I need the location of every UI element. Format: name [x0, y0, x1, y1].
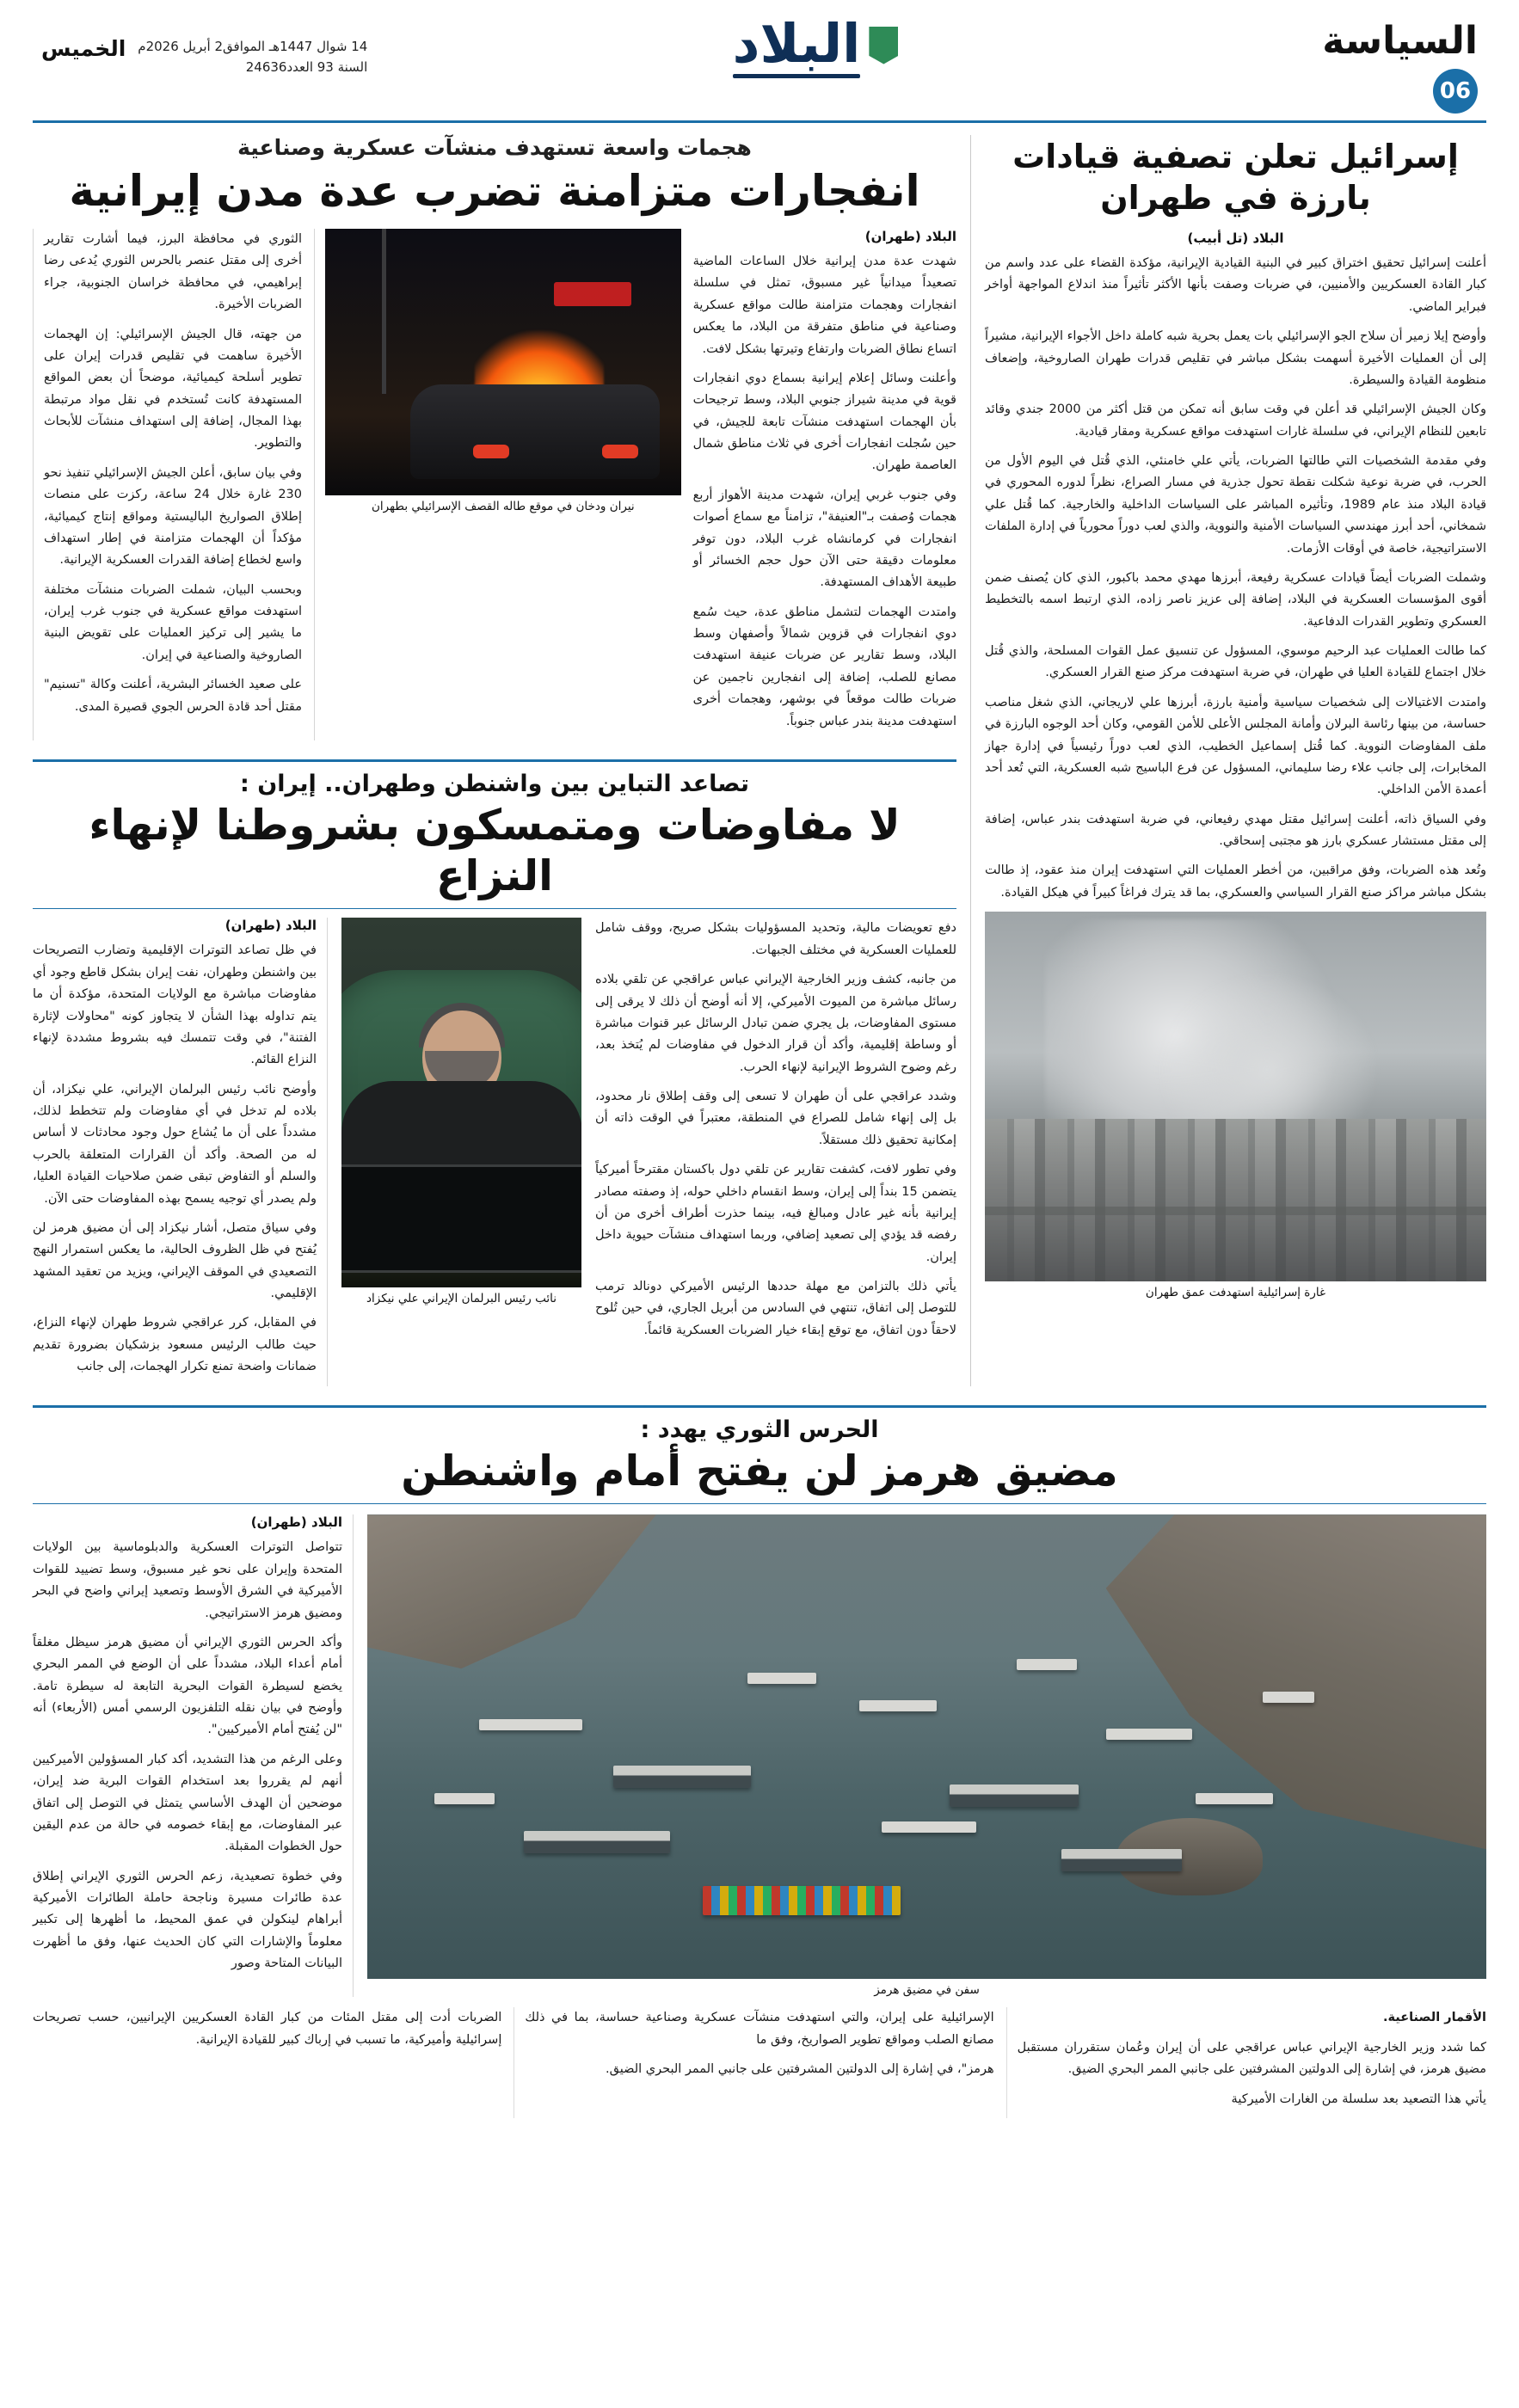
paragraph: كما طالت العمليات عبد الرحيم موسوي، المسؤول عن تنسيق عمل القوات المسلحة، والذي قُتل خلال اجتماع للقيادة العليا في طهران، في ضربة استهدفت مركز صنع القرار العسكري.	[985, 644, 1486, 680]
top-section	[33, 135, 1486, 1386]
paragraph: وبحسب البيان، شملت الضربات منشآت مختلفة استهدفت مواقع عسكرية في جنوب غرب إيران، ما يشير إلى تركيز العمليات على تقويض البنية الصاروخية والصناعية في إيران.	[44, 582, 302, 662]
bottom-photo-figure	[367, 1514, 1486, 1997]
paragraph: وأكد الحرس الثوري الإيراني أن مضيق هرمز سيظل مغلقاً أمام أعداء البلاد، مشدداً على أن الوضع في الممر البحري يخضع لسيطرة القوات البحرية التابعة له سيطرة تامة. وأوضح في بيان نقله التلفزيون الرسمي أمس (الأربعاء) أنه "لن يُفتح أمام الأميركيين".	[33, 1635, 342, 1737]
page-number-badge: 06	[1433, 69, 1478, 114]
bottom-byline: البلاد (طهران)	[250, 1514, 342, 1531]
paragraph: وتُعد هذه الضربات، وفق مراقبين، من أخطر العمليات التي استهدفت إيران منذ عقود، إذ طالت بشكل مباشر مراكز صنع القرار السياسي والعسكري، بما قد يترك فراغاً كبيراً في هيكل القيادة.	[985, 863, 1486, 900]
paragraph: تتواصل التوترات العسكرية والدبلوماسية بين الولايات المتحدة وإيران على نحو غير مسبوق، وسط تضييد للقوات الأميركية في الشرق الأوسط وتصعيد إيراني واضح في البحر ومضيق هرمز الاستراتيجي.	[33, 1540, 342, 1620]
paragraph: وكان الجيش الإسرائيلي قد أعلن في وقت سابق أنه تمكن من قتل أكثر من 2000 جندي وقائد تابعين للنظام الإيراني، في سلسلة غارات استهدفت مواقع عسكرية ومقار قيادية.	[985, 402, 1486, 439]
main-col-left	[33, 229, 302, 740]
photo-caption: غارة إسرائيلية استهدفت عمق طهران	[1145, 1286, 1326, 1300]
main-photo-figure	[325, 229, 681, 513]
banner-col-left	[595, 918, 956, 1385]
paragraph: في المقابل، كرر عراقجي شروط طهران لإنهاء النزاع، حيث طالب الرئيس مسعود بزشكيان بضرورة تقديم ضمانات واضحة تمنع تكرار الهجمات، إلى جانب	[33, 1316, 317, 1374]
banner-photo-figure	[341, 918, 581, 1385]
subhead: الأقمار الصناعية.	[1382, 2011, 1486, 2025]
paragraph: من جهته، قال الجيش الإسرائيلي: إن الهجمات الأخيرة ساهمت في تقليص قدرات إيران على تطوير أسلحة كيميائية، موضحاً أن بعض المواقع المستهدفة كانت تُستخدم في نقل مواد مرتبطة بهذا المجال، إضافة إلى استهداف منشآت للأبحاث والتطوير.	[44, 327, 302, 451]
masthead-logo	[411, 12, 1220, 78]
masthead-dateblock	[41, 15, 411, 77]
photo-street-fire	[325, 229, 681, 495]
photo-strait-of-hormuz	[367, 1514, 1486, 1979]
main-article	[33, 135, 970, 1386]
banner-col-right	[33, 918, 328, 1385]
masthead	[33, 0, 1486, 123]
paragraph: من جانبه، كشف وزير الخارجية الإيراني عباس عراقجي عن تلقي بلاده رسائل مباشرة من الميوت الأميركي، إلا أنه أوضح أن ذلك لا يرقى إلى مستوى المفاوضات، بل يجري ضمن تبادل الرسائل عبر قنوات مباشرة أو وساطة إقليمية، وأكد أن قرار الدخول في مفاوضات لم يُتخذ بعد، رغم وضوح الشروط الإيرانية لإنهاء الحرب.	[595, 973, 956, 1074]
paragraph: في ظل تصاعد التوترات الإقليمية وتضارب التصريحات بين واشنطن وطهران، نفت إيران بشكل قاطع وجود أي مفاوضات مباشرة مع الولايات المتحدة، مؤكدة أن ما يتم تداوله بهذا الشأن لا يتجاوز كونه "محاولات لإثارة الفتنة"، في وقت تتمسك فيه بشروط مشددة لإنهاء النزاع القائم.	[33, 943, 317, 1067]
feature-headline: إسرائيل تعلن تصفية قيادات بارزة في طهران	[1012, 138, 1459, 217]
main-kicker: هجمات واسعة تستهدف منشآت عسكرية وصناعية	[237, 135, 752, 160]
paragraph: الثوري في محافظة البرز، فيما أشارت تقارير أخرى إلى مقتل عنصر بالحرس الثوري يُدعى رضا إبراهيمي، في محافظة خراسان الجنوبية، جراء الضربات الأخيرة.	[44, 232, 302, 312]
bottom-footer-col-3	[33, 2007, 501, 2118]
banner-negotiations	[33, 759, 956, 910]
paragraph: يأتي ذلك بالتزامن مع مهلة حددها الرئيس الأميركي دونالد ترمب للتوصل إلى اتفاق، تنتهي في السادس من أبريل الجاري، في حين تُلوح لاحقاً دون اتفاق، مع توقع إبقاء خيار الضربات العسكرية قائماً.	[595, 1280, 956, 1337]
paragraph: هرمز"، في إشارة إلى الدولتين المشرفتين على جانبي الممر البحري الضيق.	[606, 2062, 994, 2077]
paragraph: وفي تطور لافت، كشفت تقارير عن تلقي دول باكستان مقترحاً أميركياً يتضمن 15 بنداً إلى إيران، وسط انقسام داخلي حوله، إذ وصفته مصادر إيرانية بأنه غير عادل ومبالغ فيه، بينما حذرت أطراف أخرى من أن رفضه قد يؤدي إلى تصعيد إضافي، وربما استهداف منشآت حيوية داخل إيران.	[595, 1163, 957, 1264]
paragraph: وفي مقدمة الشخصيات التي طالتها الضربات، يأتي علي خامنئي، الذي قُتل في اليوم الأول من الحرب، في ضربة نوعية شكلت نقطة تحول جذرية في مسار الصراع، نظراً لدوره المحوري في قيادة البلاد منذ عام 1989، وتأثيره المباشر على السياسات الداخلية والخارجية. كما قُتل علي شمخاني، أحد أبرز مهندسي السياسات الأمنية والنووية، والذي لعب دوراً محورياً في إدارة الملفات الاستراتيجية، خاصة في أوقات الأزمات.	[985, 454, 1487, 556]
photo-caption: سفن في مضيق هرمز	[874, 1983, 980, 1998]
paragraph: وشدد عراقجي على أن طهران لا تسعى إلى وقف إطلاق نار محدود، بل إلى إنهاء شامل للصراع في المنطقة، معتبراً في الوقت ذاته أن إمكانية تحقيق ذلك مستقلاً.	[595, 1090, 956, 1147]
paragraph: وفي جنوب غربي إيران، شهدت مدينة الأهواز أربع هجمات وُصفت بـ"العنيفة"، تزامناً مع سماع أصوات انفجارات في كرمانشاه غرب البلاد، دون توفر معلومات دقيقة حتى الآن حول حجم الخسائر أو طبيعة الأهداف المستهدفة.	[692, 488, 956, 590]
main-headline: انفجارات متزامنة تضرب عدة مدن إيرانية	[69, 166, 920, 216]
bottom-footer-col-2	[514, 2007, 993, 2118]
masthead-section	[1220, 15, 1478, 114]
paragraph: وفي خطوة تصعيدية، زعم الحرس الثوري الإيراني إطلاق عدة طائرات مسيرة وناجحة حاملة الطائرات الأميركية أبراهام لينكولن في عمق المحيط، ما أظهرها إلى تكبير معلوماً والإشارات التي كان الحديث عنها، وفق ما أظهرت البيانات المتاحة وصور	[33, 1869, 342, 1971]
photo-caption: نيران ودخان في موقع طاله القصف الإسرائيلي بطهران	[371, 500, 635, 513]
banner-hormuz	[33, 1405, 1486, 1505]
banner-body	[33, 918, 956, 1385]
main-byline: البلاد (طهران)	[864, 229, 956, 244]
paragraph: يأتي هذا التصعيد بعد سلسلة من الغارات الأميركية	[1231, 2092, 1486, 2106]
paragraph: الضربات أدت إلى مقتل المئات من كبار القادة العسكريين الإيرانيين، حسب تصريحات إسرائيلية وأميركية، ما تسبب في إرباك كبير للقيادة الإيرانية.	[33, 2011, 502, 2047]
logo-text: البلاد	[733, 17, 861, 78]
main-columns	[33, 229, 956, 740]
feature-dateline: البلاد (تل أبيب)	[1187, 230, 1284, 246]
main-col-center	[314, 229, 681, 740]
paragraph: وأعلنت وسائل إعلام إيرانية بسماع دوي انفجارات قوية في مدينة شيراز جنوبي البلاد، وسط ترجيحات بأن الهجمات استهدفت منشآت تابعة للجيش، في حين سُجلت انفجارات أخرى في ثلاث مناطق شمال العاصمة طهران.	[692, 371, 956, 473]
paragraph: دفع تعويضات مالية، وتحديد المسؤوليات بشكل صريح، ووقف شامل للعمليات العسكرية في مختلف الجبهات.	[595, 921, 956, 957]
page-title: السياسة	[1322, 19, 1478, 63]
banner-headline: لا مفاوضات ومتمسكون بشروطنا لإنهاء النزاع	[89, 800, 901, 900]
paragraph: الإسرائيلية على إيران، والتي استهدفت منشآت عسكرية وصناعية حساسة، بما في ذلك مصانع الصلب ومواقع تطوير الصواريخ، وفق ما	[525, 2011, 994, 2047]
bottom-footer-columns	[33, 2007, 1486, 2118]
photo-caption: نائب رئيس البرلمان الإيراني علي نيكزاد	[366, 1292, 557, 1306]
paragraph: وأوضح نائب رئيس البرلمان الإيراني، علي نيكزاد، أن بلاده لم تدخل في أي مفاوضات ولم تتخطط لذلك، مشدداً على أن ما يُشاع حول وجود محادثات لا أساس له من الصحة. وأكد أن القرارات المتعلقة بالحرب والسلم أو التفاوض تبقى ضمن صلاحيات القيادة العليا، ولم يصدر أي توجيه يسمح بهذه المفاوضات حتى الآن.	[33, 1082, 317, 1206]
paragraph: وعلى الرغم من هذا التشديد، أكد كبار المسؤولين الأميركيين أنهم لم يقرروا بعد استخدام القوات البرية ضد إيران، موضحين أن الهدف الأساسي يتمثل في التوصل إلى اتفاق عبر المفاوضات، مع إبقاء خصومه في حالة من عدم اليقين حول الخطوات المقبلة.	[33, 1752, 342, 1854]
photo-parliament-official	[341, 918, 581, 1287]
feature-photo-figure	[985, 912, 1486, 1299]
paragraph: كما شدد وزير الخارجية الإيراني عباس عراقجي على أن إيران وعُمان ستقرران مستقبل مضيق هرمز، في إشارة إلى الدولتين المشرفتين على جانبي الممر البحري الضيق.	[1017, 2040, 1486, 2077]
paragraph: وامتدت الهجمات لتشمل مناطق عدة، حيث سُمع دوي انفجارات في قزوين شمالاً وأصفهان وسط البلاد، وسط تقارير عن ضربات عنيفة استهدفت مصانع للصلب، إضافة إلى انفجارين ناجمين عن ضربات طالت موقعاً في بوشهر، وهجمات أخرى استهدفت مدينة بندر عباس جنوباً.	[692, 605, 956, 728]
date-line: 14 شوال 1447هـ الموافق2 أبريل 2026م	[138, 39, 368, 54]
paragraph: وشملت الضربات أيضاً قيادات عسكرية رفيعة، أبرزها مهدي محمد باكبور، الذي كان يُصنف ضمن أقوى المؤسسات العسكرية في البلاد، إضافة إلى عزيز ناصر زاده، الذي ارتبط اسمه بالتخطيط العسكري وتطوير القدرات الدفاعية.	[985, 570, 1486, 629]
main-col-right	[693, 229, 956, 740]
paragraph: شهدت عدة مدن إيرانية خلال الساعات الماضية تصعيداً ميدانياً غير مسبوق، تمثل في سلسلة انفجارات وهجمات متزامنة طالت مواقع عسكرية وصناعية في مناطق متفرقة من البلاد، ما يعكس اتساع نطاق الضربات وارتفاع وتيرتها بشكل لافت.	[692, 255, 956, 356]
bottom-footer-col-1	[1006, 2007, 1486, 2118]
issue-line: السنة 93 العدد24636	[245, 59, 368, 75]
bottom-headline: مضيق هرمز لن يفتح أمام واشنطن	[401, 1446, 1118, 1496]
paragraph: وامتدت الاغتيالات إلى شخصيات سياسية وأمنية بارزة، أبرزها علي لاريجاني، الذي شغل مناصب حساسة، من بينها رئاسة البرلان وأمانة المجلس الأعلى للأمن القومي، وكان أحد الوجوه البارزة في ملف المفاوضات النووية. كما قُتل إسماعيل الخطيب، الذي لعب دوراً رئيسياً في إدارة جهاز المخابرات، إلى جانب علاء رضا سليماني، المسؤول عن فرع الباسيج شبه العسكرية، التي تُعد أحد أعمدة الأمن الداخلي.	[985, 695, 1486, 797]
paragraph: وفي سياق متصل، أشار نيكزاد إلى أن مضيق هرمز لن يُفتح في ظل الظروف الحالية، ما يعكس استمرار النهج التصعيدي في الموقف الإيراني، ويزيد من تعقيد المشهد الإقليمي.	[33, 1220, 317, 1301]
paragraph: على صعيد الخسائر البشرية، أعلنت وكالة "تسنيم" مقتل أحد قادة الحرس الجوي قصيرة المدى.	[44, 678, 302, 714]
banner-kicker: تصاعد التباين بين واشنطن وطهران.. إيران :	[240, 770, 749, 797]
photo-smoke-over-city	[985, 912, 1486, 1281]
feature-article-left	[970, 135, 1486, 1386]
banner-byline: البلاد (طهران)	[224, 918, 317, 934]
logo	[732, 12, 899, 78]
bottom-kicker: الحرس الثوري يهدد :	[640, 1416, 879, 1443]
paragraph: وفي السياق ذاته، أعلنت إسرائيل مقتل مهدي رفيعاني، في ضربة استهدفت بندر عباس، إضافة إلى مقتل مستشار عسكري بارز هو مجتبى إسحاقي.	[985, 812, 1486, 848]
weekday-label: الخميس	[41, 36, 126, 61]
paragraph: وفي بيان سابق، أعلن الجيش الإسرائيلي تنفيذ نحو 230 غارة خلال 24 ساعة، ركزت على منصات إطلاق الصواريخ الباليستية ومواقع إنتاج كيميائية، مؤكداً أن الهجمات متزامنة في إطار استهداف واسع لخطاع إضافة القدرات العسكرية الإيرانية.	[44, 465, 302, 568]
paragraph: وأوضح إيلا زمير أن سلاح الجو الإسرائيلي بات يعمل بحرية شبه كاملة داخل الأجواء الإيرانية، مشيراً إلى أن العمليات الأخيرة أسهمت بشكل مباشر في تقليص قدرات طهران الصاروخية، وإضعاف منظومة القيادة والسيطرة.	[985, 329, 1486, 387]
flag-icon	[869, 27, 898, 64]
paragraph: أعلنت إسرائيل تحقيق اختراق كبير في البنية القيادية الإيرانية، مؤكدة القضاء على عدد واسم من كبار القادة العسكريين والأمنيين، في ضربات وصفت بأنها الأكثر تأثيراً منذ اندلاع المواجهة أواخر فبراير الماضي.	[985, 256, 1486, 314]
bottom-col-right	[33, 1514, 354, 1997]
bottom-section	[33, 1514, 1486, 1997]
